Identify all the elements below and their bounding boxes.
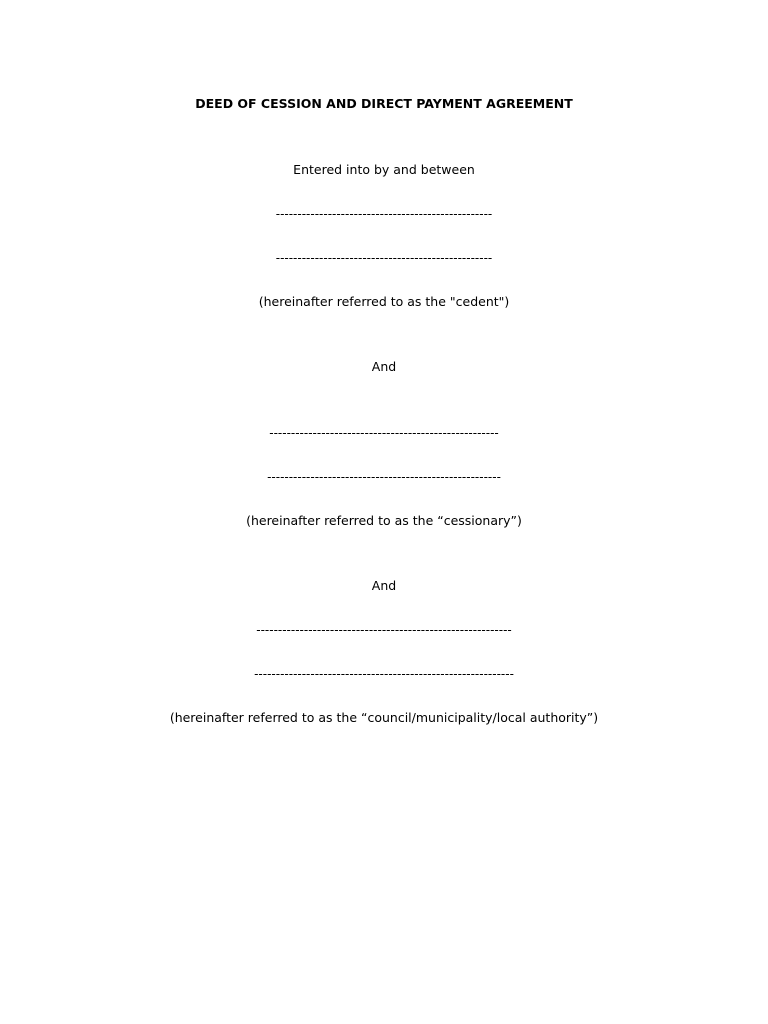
council-blank-line-1: ----------------------------------------------------------- <box>256 623 512 637</box>
cessionary-blank-line-1: ----------------------------------------------------- <box>269 426 499 440</box>
and-separator-2: And <box>371 578 397 593</box>
cessionary-blank-line-2: ------------------------------------------------------ <box>267 470 501 484</box>
cessionary-label: (hereinafter referred to as the “cessionary”) <box>246 513 522 528</box>
cedent-label: (hereinafter referred to as the "cedent") <box>258 294 510 309</box>
cedent-blank-line-2: -------------------------------------------------- <box>275 251 493 265</box>
intro-text: Entered into by and between <box>293 162 475 177</box>
cedent-blank-line-1: -------------------------------------------------- <box>275 207 493 221</box>
council-blank-line-2: ------------------------------------------------------------ <box>254 667 514 681</box>
document-title: DEED OF CESSION AND DIRECT PAYMENT AGREEMENT <box>195 96 573 111</box>
council-label: (hereinafter referred to as the “council/municipality/local authority”) <box>169 710 599 725</box>
and-separator-1: And <box>371 359 397 374</box>
